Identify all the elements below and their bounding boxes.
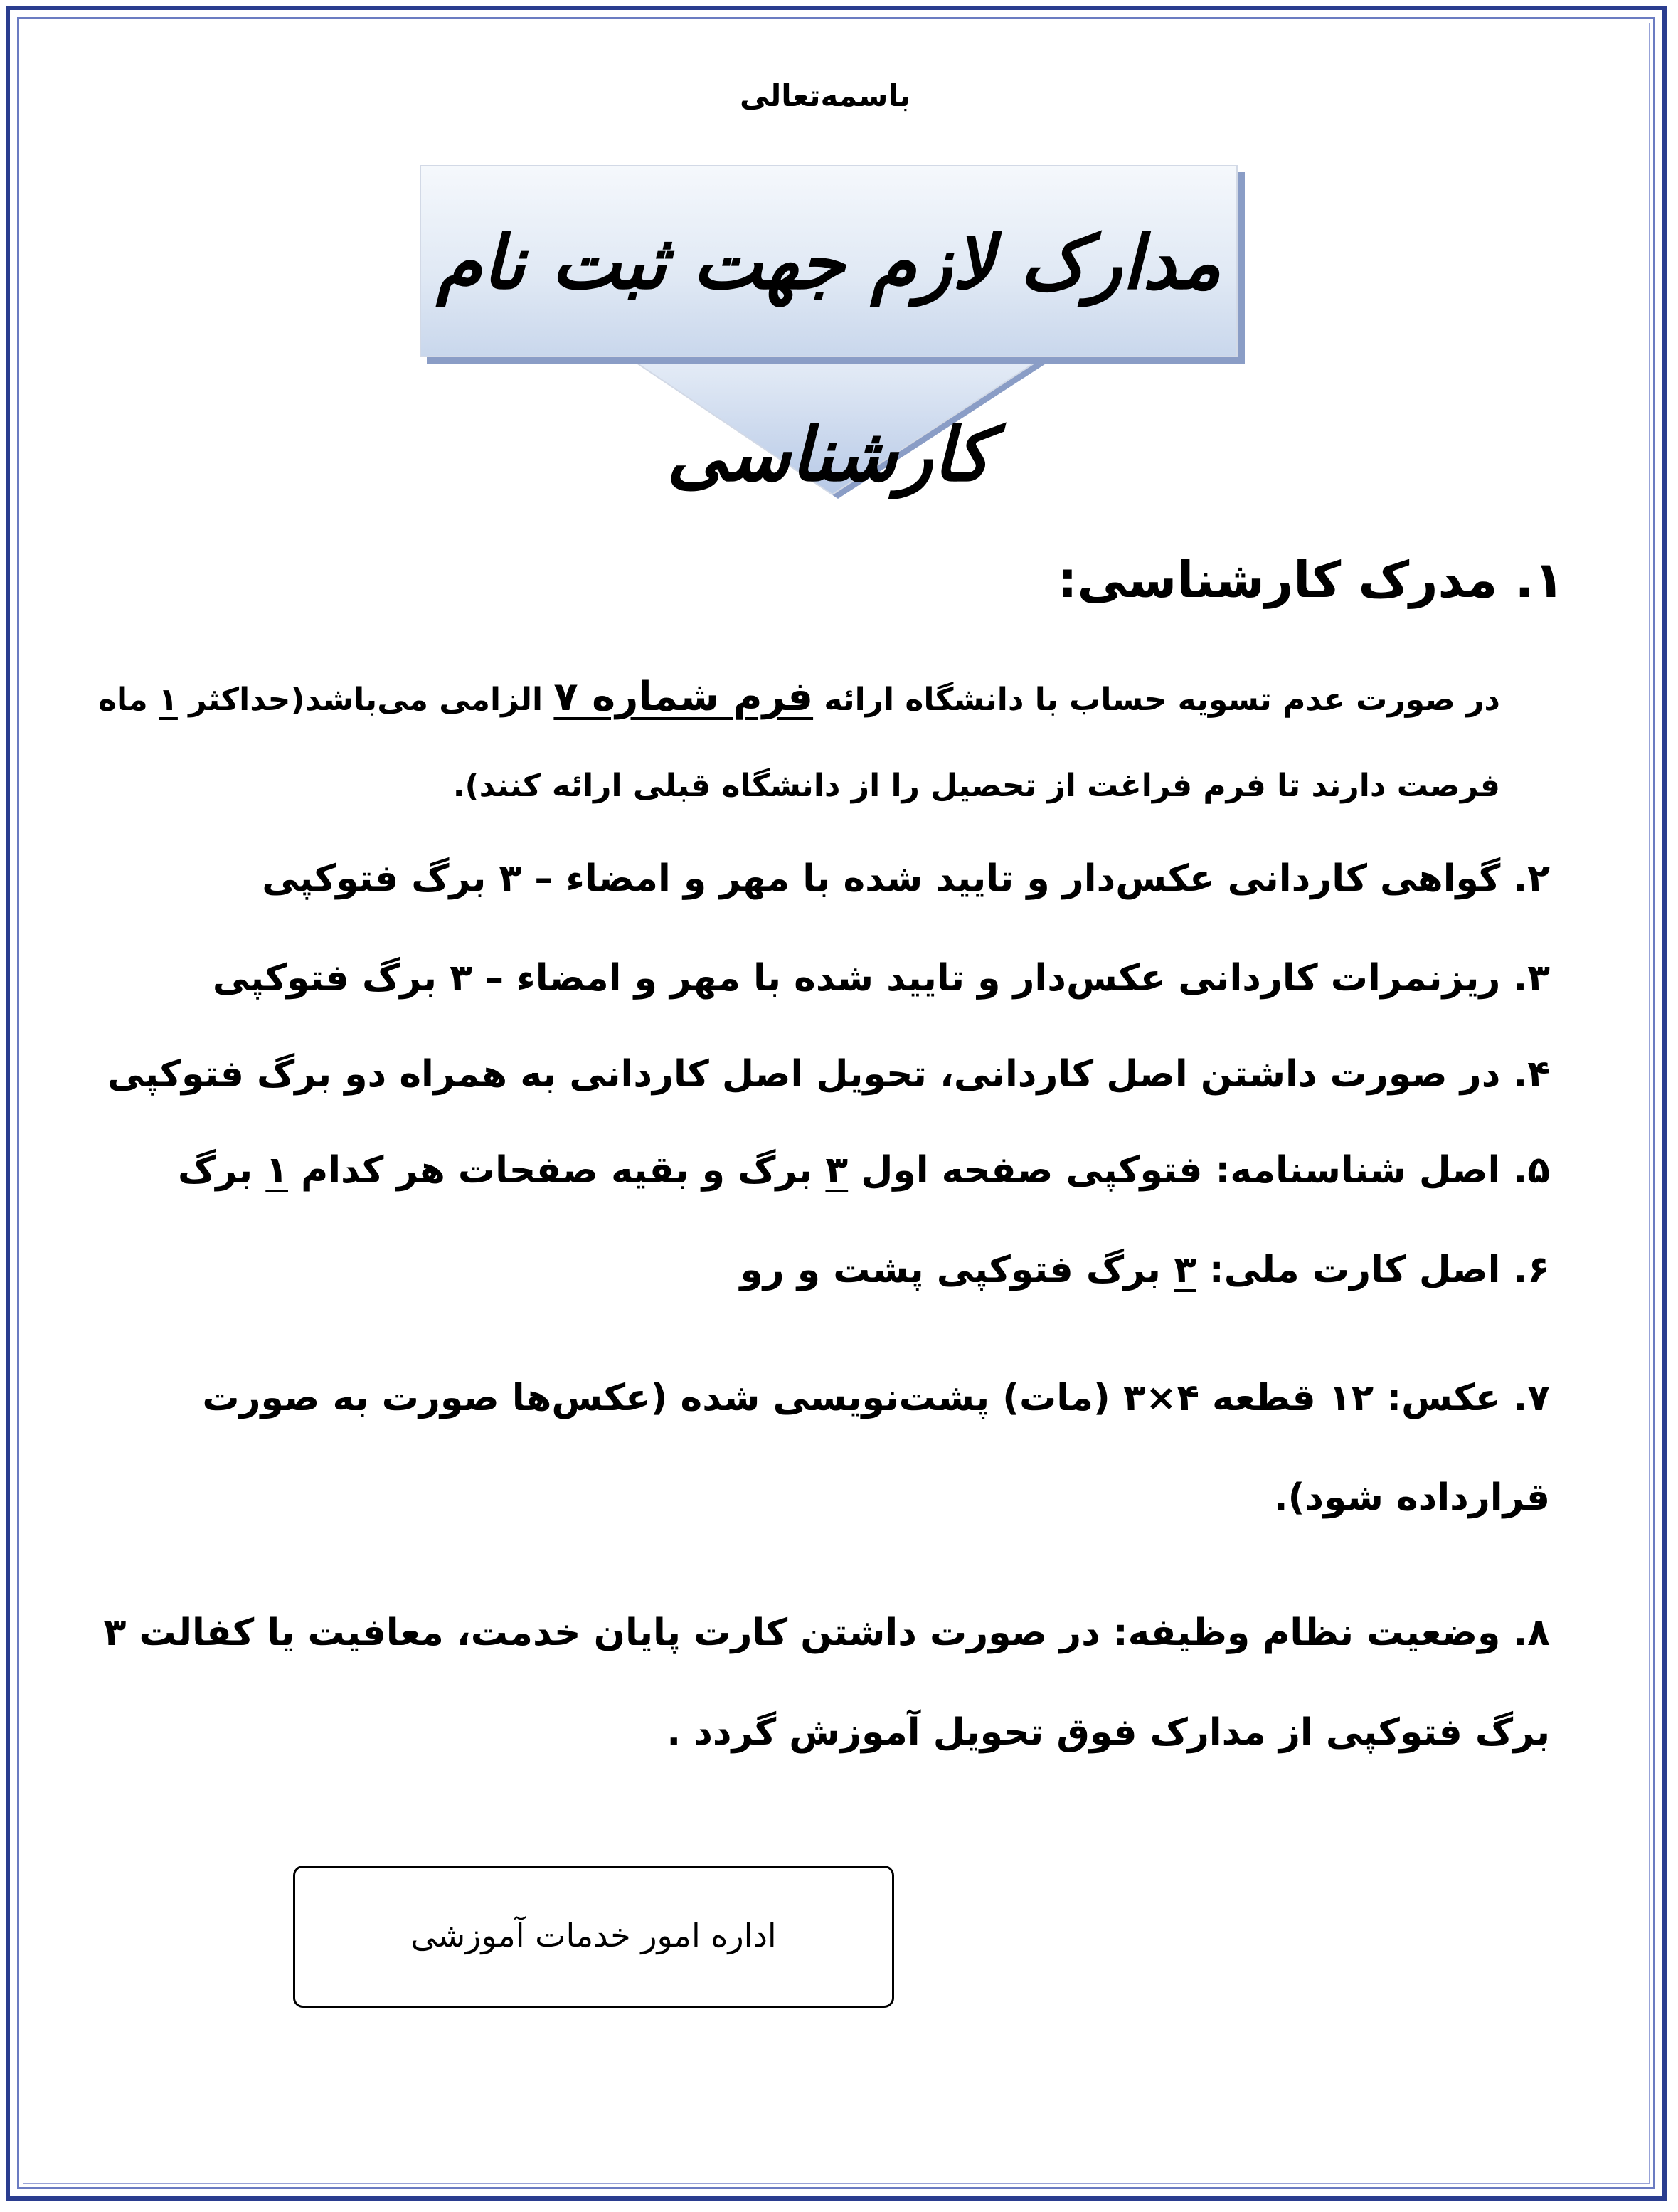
item5-text-b: برگ و بقیه صفحات هر کدام <box>288 1149 826 1192</box>
list-item-5 <box>178 1142 1550 1199</box>
list-item-4: ۴. در صورت داشتن اصل کاردانی، تحویل اصل کاردانی به همراه دو برگ فتوکپی <box>107 1053 1550 1096</box>
list-item-8-line-2: برگ فتوکپی از مدارک فوق تحویل آموزش گردد . <box>667 1711 1550 1754</box>
list-item-7-line-1: ۷. عکس: ۱۲ قطعه ۴×۳ (مات) پشت‌نویسی شده (عکس‌ها صورت به صورت <box>202 1377 1550 1419</box>
item6-text-b: برگ فتوکپی پشت و رو <box>740 1249 1174 1291</box>
form-number-highlight: فرم شماره ۷ <box>553 674 814 720</box>
page-title: مدارک لازم جهت ثبت نام کارشناسی <box>436 218 1221 498</box>
intro-text-end: ماه <box>97 682 159 718</box>
item6-count: ۳ <box>1174 1249 1196 1291</box>
section-heading: ۱. مدرک کارشناسی: <box>1057 551 1564 609</box>
list-item-3: ۳. ریزنمرات کاردانی عکس‌دار و تایید شده با مهر و امضاء – ۳ برگ فتوکپی <box>212 957 1550 1000</box>
intro-line-1 <box>98 672 1500 725</box>
title-banner <box>420 165 1238 498</box>
item5-text-a: ۵. اصل شناسنامه: فتوکپی صفحه اول <box>848 1149 1550 1192</box>
office-name: اداره امور خدمات آموزشی <box>410 1916 777 1954</box>
item5-first-count: ۳ <box>825 1149 849 1192</box>
list-item-6 <box>740 1242 1550 1298</box>
intro-text-after: الزامی می‌باشد(حداکثر <box>177 682 554 718</box>
basmala: باسمه‌تعالی <box>740 78 910 113</box>
item5-second-count: ۱ <box>265 1149 288 1192</box>
item6-text-a: ۶. اصل کارت ملی: <box>1196 1249 1550 1291</box>
item5-text-c: برگ <box>178 1149 266 1192</box>
list-item-2: ۲. گواهی کاردانی عکس‌دار و تایید شده با مهر و امضاء – ۳ برگ فتوکپی <box>262 857 1550 900</box>
intro-text-before: در صورت عدم تسویه حساب با دانشگاه ارائه <box>813 682 1500 718</box>
office-signature-box <box>293 1866 894 2008</box>
intro-month-count: ۱ <box>159 682 178 718</box>
intro-line-2: فرصت دارند تا فرم فراغت از تحصیل را از دانشگاه قبلی ارائه کنند). <box>452 768 1500 804</box>
list-item-8-line-1: ۸. وضعیت نظام وظیفه: در صورت داشتن کارت پایان خدمت، معافیت یا کفالت ۳ <box>103 1612 1550 1654</box>
list-item-7-line-2: قرارداده شود). <box>1273 1476 1550 1519</box>
